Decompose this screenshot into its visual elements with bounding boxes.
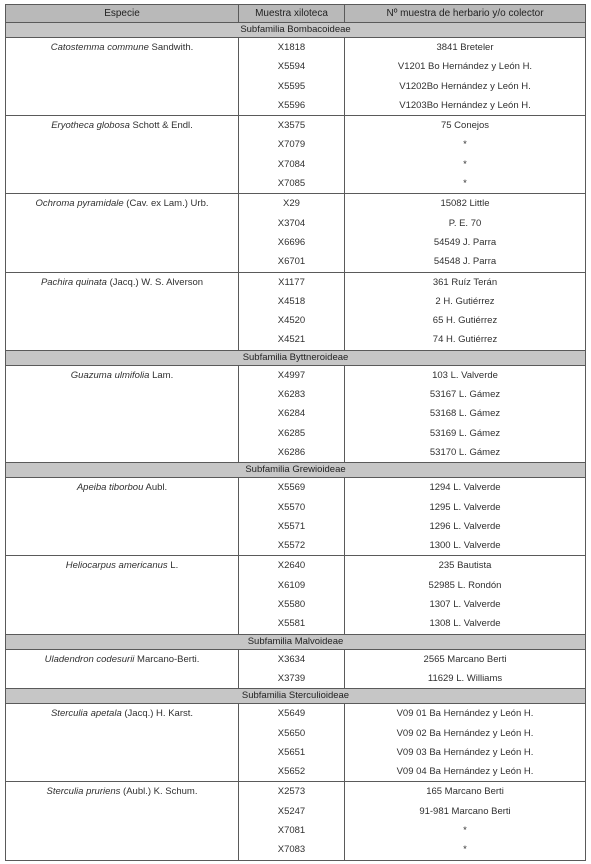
- xiloteca-cell: [239, 194, 345, 272]
- herbario-entry: 361 Ruíz Terán: [432, 276, 498, 288]
- xiloteca-code: X2640: [277, 560, 306, 572]
- species-author: (Cav. ex Lam.) Urb.: [123, 198, 209, 210]
- species-name: [6, 116, 239, 194]
- subfamily-label: Subfamilia Malvoideae: [6, 634, 586, 649]
- table-body: [6, 23, 586, 861]
- species-name: [6, 782, 239, 860]
- species-author: (Jacq.) W. S. Alverson: [106, 276, 204, 288]
- subfamily-row: [6, 689, 586, 704]
- herbario-cell: [345, 116, 586, 194]
- species-name: [6, 478, 239, 556]
- xiloteca-code: X5572: [277, 540, 306, 552]
- species-author: L.: [167, 560, 179, 572]
- herbario-cell: [345, 649, 586, 689]
- species-author: Schott & Endl.: [129, 120, 193, 132]
- xiloteca-code: X6109: [277, 579, 306, 591]
- xiloteca-cell: [239, 704, 345, 782]
- subfamily-label: Subfamilia Byttneroideae: [6, 350, 586, 365]
- herbario-entry: 1294 L. Valverde: [429, 482, 501, 494]
- species-row: [6, 782, 586, 860]
- xiloteca-code: X7081: [277, 824, 306, 836]
- xiloteca-code: X7079: [277, 139, 306, 151]
- herbario-entry: 91-981 Marcano Berti: [419, 805, 511, 817]
- xiloteca-code: X1177: [278, 276, 305, 288]
- species-binomial: Ochroma pyramidale: [35, 198, 124, 210]
- herbario-entry: V09 01 Ba Hernández y León H.: [396, 708, 534, 720]
- herbario-entry: 1295 L. Valverde: [429, 501, 501, 513]
- header-muestra-herbario: Nº muestra de herbario y/o colector: [345, 5, 586, 23]
- species-row: [6, 38, 586, 116]
- herbario-entry: 65 H. Gutiérrez: [432, 315, 498, 327]
- xiloteca-code: X6285: [277, 427, 306, 439]
- species-row: [6, 704, 586, 782]
- xiloteca-cell: [239, 116, 345, 194]
- herbario-entry: 15082 Little: [440, 198, 490, 210]
- xiloteca-cell: [239, 478, 345, 556]
- xiloteca-code: X7085: [277, 178, 306, 190]
- xiloteca-code: X7083: [277, 844, 306, 856]
- herbario-entry: 52985 L. Rondón: [428, 579, 502, 591]
- xiloteca-code: X6696: [277, 236, 306, 248]
- species-author: (Jacq.) H. Karst.: [121, 708, 194, 720]
- herbario-entry: V1203Bo Hernández y León H.: [399, 99, 531, 111]
- species-binomial: Guazuma ulmifolia: [70, 369, 150, 381]
- xiloteca-code: X4518: [277, 295, 306, 307]
- herbario-cell: [345, 704, 586, 782]
- herbario-cell: [345, 782, 586, 860]
- species-row: [6, 556, 586, 634]
- herbario-cell: [345, 365, 586, 462]
- species-name: [6, 272, 239, 350]
- xiloteca-code: X5649: [277, 708, 306, 720]
- herbario-cell: [345, 272, 586, 350]
- herbario-entry: 165 Marcano Berti: [426, 786, 504, 798]
- herbario-entry: *: [463, 844, 467, 856]
- xiloteca-code: X5570: [277, 501, 306, 513]
- xiloteca-code: X3634: [277, 653, 306, 665]
- herbario-cell: [345, 556, 586, 634]
- herbario-entry: *: [463, 824, 467, 836]
- xiloteca-code: X5594: [277, 61, 306, 73]
- xiloteca-code: X6701: [277, 256, 306, 268]
- species-binomial: Heliocarpus americanus: [65, 560, 168, 572]
- species-binomial: Pachira quinata: [40, 276, 107, 288]
- herbario-entry: 1307 L. Valverde: [429, 599, 501, 611]
- herbario-cell: [345, 194, 586, 272]
- species-binomial: Sterculia apetala: [50, 708, 122, 720]
- specimen-table-container: [5, 4, 585, 861]
- table-header-row: [6, 5, 586, 23]
- xiloteca-code: X4520: [277, 315, 306, 327]
- herbario-entry: 3841 Breteler: [436, 42, 494, 53]
- species-name: [6, 194, 239, 272]
- species-row: [6, 116, 586, 194]
- xiloteca-code: X5247: [277, 805, 306, 817]
- xiloteca-cell: [239, 38, 345, 116]
- xiloteca-code: X4521: [277, 334, 306, 346]
- header-muestra-xiloteca: Muestra xiloteca: [239, 5, 345, 23]
- xiloteca-cell: [239, 272, 345, 350]
- herbario-entry: 54549 J. Parra: [433, 236, 497, 248]
- herbario-entry: V09 02 Ba Hernández y León H.: [396, 727, 534, 739]
- herbario-entry: 2565 Marcano Berti: [423, 653, 507, 665]
- subfamily-row: [6, 634, 586, 649]
- xiloteca-code: X3739: [277, 672, 306, 684]
- herbario-entry: V1201 Bo Hernández y León H.: [397, 61, 533, 73]
- herbario-entry: *: [463, 158, 467, 170]
- herbario-cell: [345, 38, 586, 116]
- herbario-entry: 103 L. Valverde: [432, 369, 498, 381]
- species-binomial: Apeiba tiborbou: [76, 482, 144, 494]
- species-author: (Aubl.) K. Schum.: [120, 786, 198, 798]
- species-binomial: Uladendron codesurii: [44, 653, 135, 665]
- herbario-entry: 2 H. Gutiérrez: [435, 295, 495, 307]
- species-name: [6, 365, 239, 462]
- xiloteca-code: X5581: [277, 618, 306, 630]
- herbario-entry: 1296 L. Valverde: [429, 520, 501, 532]
- herbario-entry: 1308 L. Valverde: [429, 618, 501, 630]
- herbario-entry: *: [463, 139, 467, 151]
- xiloteca-code: X5569: [277, 482, 306, 494]
- xiloteca-code: X3704: [277, 217, 306, 229]
- subfamily-label: Subfamilia Bombacoideae: [6, 23, 586, 38]
- xiloteca-cell: [239, 649, 345, 689]
- species-name: [6, 38, 239, 116]
- herbario-entry: 74 H. Gutiérrez: [432, 334, 498, 346]
- xiloteca-code: X5580: [277, 599, 306, 611]
- species-author: Marcano-Berti.: [134, 653, 200, 665]
- specimen-table: [5, 4, 586, 861]
- species-row: [6, 649, 586, 689]
- herbario-entry: V09 04 Ba Hernández y León H.: [396, 766, 534, 778]
- xiloteca-code: X5571: [277, 520, 306, 532]
- species-row: [6, 194, 586, 272]
- xiloteca-code: X6283: [277, 389, 306, 401]
- xiloteca-code: X5595: [277, 80, 306, 92]
- herbario-cell: [345, 478, 586, 556]
- xiloteca-code: X6284: [277, 408, 306, 420]
- xiloteca-code: X7084: [277, 158, 306, 170]
- species-binomial: Catostemma commune: [50, 42, 149, 53]
- herbario-entry: V1202Bo Hernández y León H.: [399, 80, 531, 92]
- herbario-entry: 54548 J. Parra: [433, 256, 497, 268]
- xiloteca-cell: [239, 782, 345, 860]
- species-name: [6, 649, 239, 689]
- species-author: Aubl.: [143, 482, 168, 494]
- species-author: Lam.: [149, 369, 174, 381]
- species-name: [6, 556, 239, 634]
- species-name: [6, 704, 239, 782]
- herbario-entry: 11629 L. Williams: [427, 672, 503, 684]
- xiloteca-code: X5650: [277, 727, 306, 739]
- subfamily-row: [6, 23, 586, 38]
- subfamily-row: [6, 350, 586, 365]
- xiloteca-code: X5652: [277, 766, 306, 778]
- xiloteca-code: X1818: [277, 42, 306, 53]
- species-row: [6, 478, 586, 556]
- herbario-entry: 53168 L. Gámez: [429, 408, 501, 420]
- subfamily-label: Subfamilia Sterculioideae: [6, 689, 586, 704]
- xiloteca-cell: [239, 365, 345, 462]
- xiloteca-code: X2573: [277, 786, 306, 798]
- xiloteca-cell: [239, 556, 345, 634]
- herbario-entry: 75 Conejos: [440, 120, 490, 132]
- herbario-entry: V09 03 Ba Hernández y León H.: [396, 746, 534, 758]
- xiloteca-code: X5651: [277, 746, 306, 758]
- xiloteca-code: X6286: [277, 446, 306, 458]
- herbario-entry: 53167 L. Gámez: [429, 389, 501, 401]
- herbario-entry: 235 Bautista: [438, 560, 492, 572]
- species-binomial: Sterculia pruriens: [46, 786, 121, 798]
- herbario-entry: *: [463, 178, 467, 190]
- xiloteca-code: X4997: [277, 369, 306, 381]
- species-row: [6, 365, 586, 462]
- species-author: Sandwith.: [148, 42, 194, 53]
- herbario-entry: 1300 L. Valverde: [429, 540, 501, 552]
- header-especie: Especie: [6, 5, 239, 23]
- herbario-entry: 53170 L. Gámez: [429, 446, 501, 458]
- herbario-entry: 53169 L. Gámez: [429, 427, 501, 439]
- subfamily-label: Subfamilia Grewioideae: [6, 463, 586, 478]
- subfamily-row: [6, 463, 586, 478]
- species-binomial: Eryotheca globosa: [51, 120, 130, 132]
- xiloteca-code: X5596: [277, 99, 306, 111]
- species-row: [6, 272, 586, 350]
- herbario-entry: P. E. 70: [448, 217, 482, 229]
- xiloteca-code: X3575: [277, 120, 306, 132]
- xiloteca-code: X29: [283, 198, 300, 210]
